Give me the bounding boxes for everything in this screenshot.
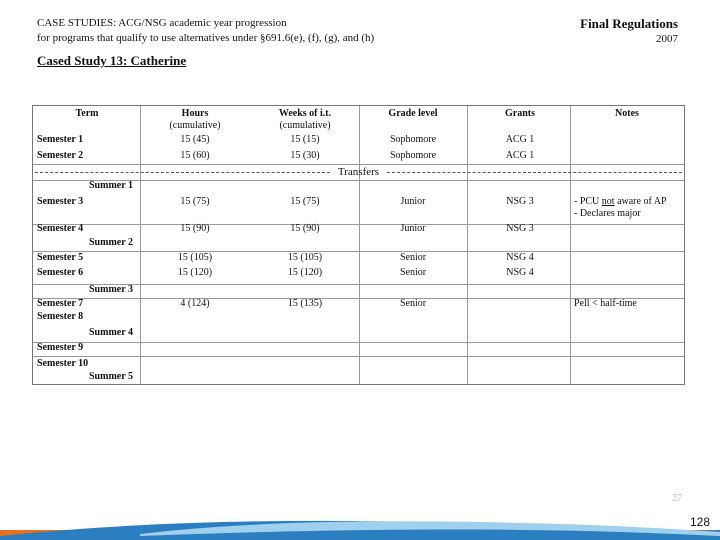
header-weeks: Weeks of i.t.	[278, 108, 332, 119]
header-notes: Notes	[615, 108, 639, 119]
weeks-cell: 15 (15)	[290, 134, 320, 145]
term-semester-4: Semester 4	[37, 223, 84, 234]
grants-cell: ACG 1	[505, 134, 535, 145]
weeks-cell: 15 (105)	[287, 252, 323, 263]
hours-cell: 15 (60)	[180, 150, 210, 161]
row-divider	[33, 251, 684, 252]
notes-cell	[574, 196, 667, 208]
header-line-1: CASE STUDIES: ACG/NSG academic year progression	[37, 17, 287, 29]
header-year: 2007	[656, 33, 678, 45]
grants-cell: NSG 4	[506, 252, 534, 263]
hours-cell: 15 (105)	[177, 252, 213, 263]
row-divider	[33, 356, 684, 357]
grants-cell: NSG 4	[506, 267, 534, 278]
term-summer-1: Summer 1	[89, 180, 133, 191]
term-semester-2: Semester 2	[37, 150, 84, 161]
header-term: Term	[75, 108, 99, 119]
weeks-cell: 15 (30)	[290, 150, 320, 161]
header-grade: Grade level	[388, 108, 438, 119]
term-summer-4: Summer 4	[89, 327, 133, 338]
notes-cell: Pell < half-time	[574, 298, 637, 309]
grade-cell: Junior	[400, 196, 426, 207]
grants-cell: NSG 3	[506, 196, 534, 207]
notes-underlined-text: not	[601, 196, 615, 207]
term-semester-5: Semester 5	[37, 252, 84, 263]
transfers-label: Transfers	[337, 166, 380, 178]
term-semester-8: Semester 8	[37, 311, 84, 322]
header-right	[580, 15, 678, 46]
page-number: 128	[689, 515, 710, 529]
term-semester-9: Semester 9	[37, 342, 84, 353]
hours-cell: 15 (45)	[180, 134, 210, 145]
slide-number: 27	[672, 493, 682, 504]
term-semester-1: Semester 1	[37, 134, 84, 145]
grade-cell: Sophomore	[389, 150, 437, 161]
hours-cell: 15 (75)	[180, 196, 210, 207]
grade-cell: Sophomore	[389, 134, 437, 145]
weeks-cell: 15 (135)	[287, 298, 323, 309]
grade-cell: Senior	[399, 252, 427, 263]
header-grants: Grants	[505, 108, 535, 119]
header-weeks-sub: (cumulative)	[279, 120, 331, 131]
term-semester-7: Semester 7	[37, 298, 84, 309]
progression-table	[32, 105, 685, 385]
row-divider	[33, 224, 684, 225]
dashed-line	[387, 172, 682, 173]
term-semester-6: Semester 6	[37, 267, 84, 278]
term-summer-5: Summer 5	[89, 371, 133, 382]
grade-cell: Senior	[399, 298, 427, 309]
term-semester-10: Semester 10	[37, 358, 89, 369]
transfers-divider	[35, 165, 682, 179]
case-title: Cased Study 13: Catherine	[37, 53, 187, 68]
header-subtitle	[37, 16, 374, 46]
footer-wave-decoration	[0, 514, 720, 540]
header-hours: Hours	[181, 108, 209, 119]
hours-cell: 15 (120)	[177, 267, 213, 278]
dashed-line	[35, 172, 330, 173]
wave-top-gap	[0, 514, 720, 517]
grade-cell: Junior	[400, 223, 426, 234]
notes-text: - PCU	[574, 196, 602, 207]
term-semester-3: Semester 3	[37, 196, 84, 207]
weeks-cell: 15 (90)	[290, 223, 320, 234]
hours-cell: 15 (90)	[180, 223, 210, 234]
notes-cell: - Declares major	[574, 208, 641, 219]
grants-cell: NSG 3	[506, 223, 534, 234]
header-title: Final Regulations	[580, 16, 678, 31]
notes-text: aware of AP	[614, 196, 667, 207]
hours-cell: 4 (124)	[180, 298, 210, 309]
weeks-cell: 15 (75)	[290, 196, 320, 207]
header-hours-sub: (cumulative)	[169, 120, 221, 131]
grants-cell: ACG 1	[505, 150, 535, 161]
weeks-cell: 15 (120)	[287, 267, 323, 278]
term-summer-3: Summer 3	[89, 284, 133, 295]
row-divider	[33, 342, 684, 343]
header-line-2: for programs that qualify to use alternatives under §691.6(e), (f), (g), and (h)	[37, 32, 375, 44]
term-summer-2: Summer 2	[89, 237, 133, 248]
grade-cell: Senior	[399, 267, 427, 278]
